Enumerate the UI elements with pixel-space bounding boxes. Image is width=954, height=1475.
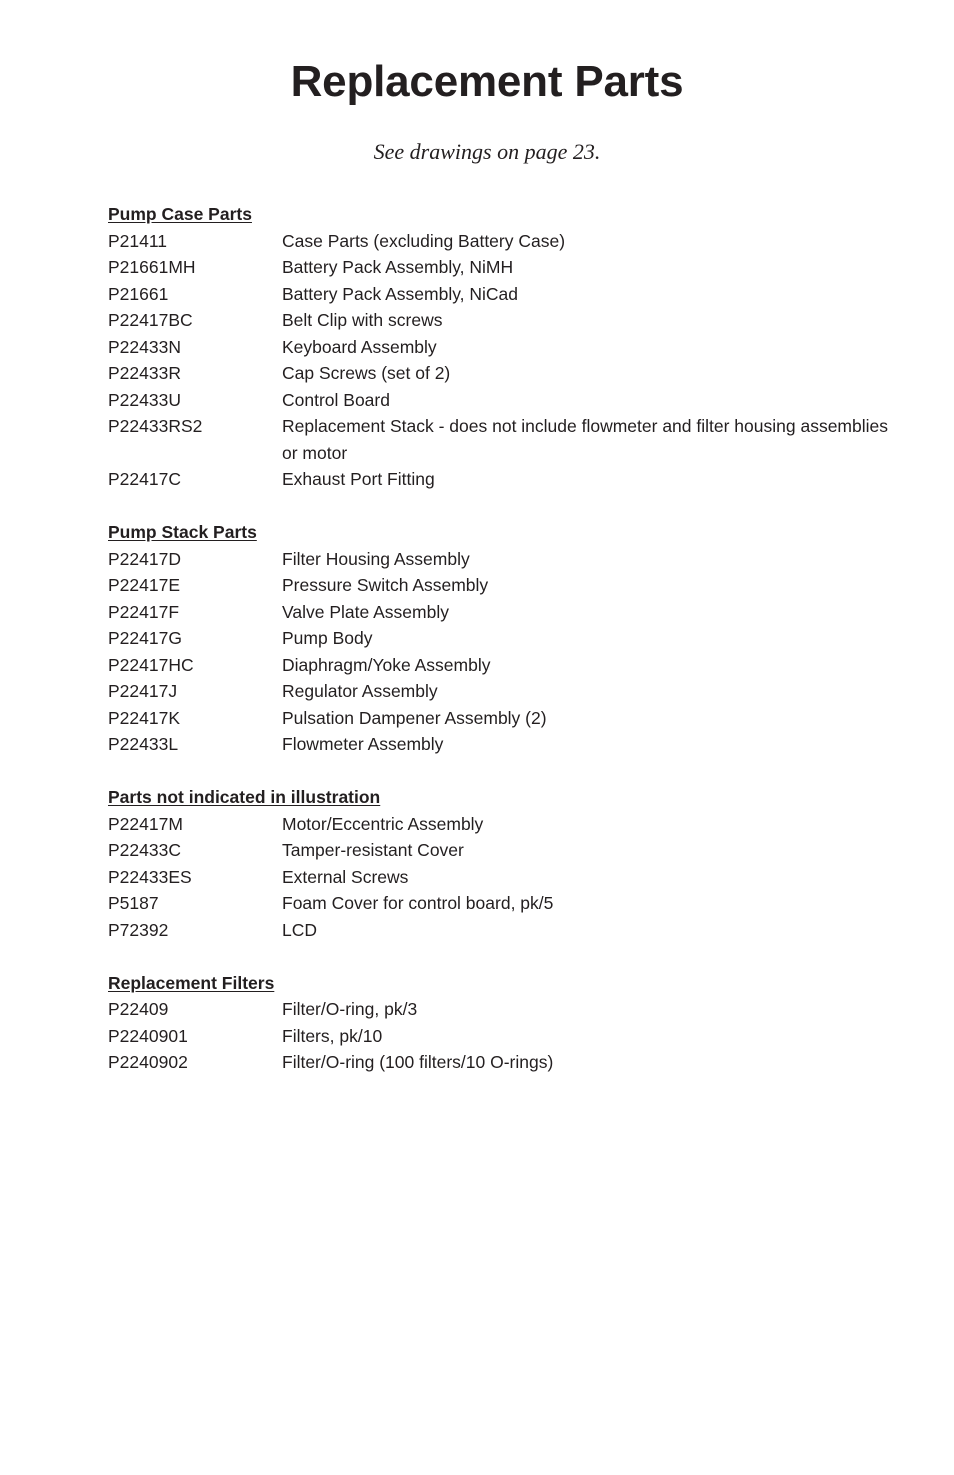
part-description: Foam Cover for control board, pk/5 — [282, 893, 554, 913]
part-number: P22417C — [108, 469, 181, 489]
part-row — [108, 307, 888, 334]
part-row — [108, 228, 888, 255]
part-number: P22433U — [108, 389, 181, 410]
part-row — [108, 413, 888, 466]
part-number: P22417BC — [108, 310, 193, 330]
part-row — [108, 837, 888, 864]
part-description: Pump Body — [282, 628, 373, 648]
part-number: P22417D — [108, 548, 181, 569]
part-row — [108, 1023, 888, 1050]
part-description: Flowmeter Assembly — [282, 734, 444, 754]
part-row — [108, 705, 888, 732]
part-description: Tamper-resistant Cover — [282, 840, 464, 860]
part-number: P2240901 — [108, 1025, 188, 1046]
part-row — [108, 917, 888, 944]
section-heading: Replacement Filters — [108, 972, 275, 993]
part-description: Filters, pk/10 — [282, 1025, 383, 1046]
part-number: P21661 — [108, 283, 169, 304]
part-description: Replacement Stack - does not include flowmeter and filter housing assemblies or motor — [282, 416, 889, 463]
part-number: P72392 — [108, 919, 169, 940]
part-description: Battery Pack Assembly, NiMH — [282, 257, 514, 277]
part-row — [108, 996, 888, 1023]
part-description: Cap Screws (set of 2) — [282, 363, 451, 383]
part-row — [108, 334, 888, 361]
part-number: P5187 — [108, 893, 159, 913]
part-row — [108, 1049, 888, 1076]
part-row — [108, 387, 888, 414]
page-subtitle: See drawings on page 23. — [373, 139, 601, 164]
part-description: Keyboard Assembly — [282, 336, 437, 357]
part-description: Diaphragm/Yoke Assembly — [282, 654, 491, 675]
part-row — [108, 360, 888, 387]
part-description: Motor/Eccentric Assembly — [282, 813, 484, 834]
part-row — [108, 864, 888, 891]
part-number: P21411 — [108, 230, 168, 251]
parts-section — [108, 201, 888, 493]
part-row — [108, 625, 888, 652]
part-description: Battery Pack Assembly, NiCad — [282, 283, 519, 304]
section-heading: Parts not indicated in illustration — [108, 787, 381, 807]
part-number: P21661MH — [108, 257, 196, 277]
part-number: P22417E — [108, 575, 181, 595]
part-description: Pressure Switch Assembly — [282, 575, 489, 595]
part-description: Control Board — [282, 389, 390, 410]
part-row — [108, 466, 888, 493]
part-number: P22433R — [108, 363, 181, 383]
part-number: P22433RS2 — [108, 416, 203, 436]
part-row — [108, 281, 888, 308]
part-row — [108, 678, 888, 705]
part-row — [108, 811, 888, 838]
part-number: P22409 — [108, 999, 169, 1019]
section-heading: Pump Case Parts — [108, 204, 252, 224]
part-number: P22417M — [108, 813, 183, 834]
parts-sections — [108, 201, 888, 1102]
part-row — [108, 572, 888, 599]
part-description: Pulsation Dampener Assembly (2) — [282, 707, 547, 728]
part-row — [108, 652, 888, 679]
part-number: P22417K — [108, 707, 181, 728]
parts-list — [108, 811, 888, 944]
part-description: Case Parts (excluding Battery Case) — [282, 230, 566, 251]
part-number: P22417G — [108, 628, 182, 648]
parts-list — [108, 546, 888, 758]
part-row — [108, 546, 888, 573]
part-row — [108, 599, 888, 626]
parts-list — [108, 996, 888, 1076]
part-number: P22433ES — [108, 866, 192, 887]
part-description: Filter/O-ring (100 filters/10 O-rings) — [282, 1052, 554, 1072]
parts-section — [108, 784, 888, 943]
page-title: Replacement Parts — [290, 57, 684, 106]
part-description: Regulator Assembly — [282, 681, 438, 701]
part-description: Exhaust Port Fitting — [282, 469, 435, 489]
parts-section — [108, 970, 888, 1076]
part-description: External Screws — [282, 866, 409, 887]
part-row — [108, 890, 888, 917]
part-number: P22417J — [108, 681, 178, 701]
parts-list — [108, 228, 888, 493]
part-number: P22417HC — [108, 654, 194, 675]
part-number: P22433N — [108, 336, 181, 357]
part-number: P2240902 — [108, 1052, 188, 1072]
part-description: Filter/O-ring, pk/3 — [282, 999, 418, 1019]
section-heading: Pump Stack Parts — [108, 522, 257, 542]
parts-section — [108, 519, 888, 758]
part-number: P22433C — [108, 840, 181, 860]
part-description: Belt Clip with screws — [282, 310, 443, 330]
part-number: P22433L — [108, 734, 179, 754]
part-row — [108, 731, 888, 758]
part-description: LCD — [282, 919, 318, 940]
part-description: Filter Housing Assembly — [282, 548, 470, 569]
part-description: Valve Plate Assembly — [282, 601, 449, 622]
part-number: P22417F — [108, 601, 180, 622]
part-row — [108, 254, 888, 281]
